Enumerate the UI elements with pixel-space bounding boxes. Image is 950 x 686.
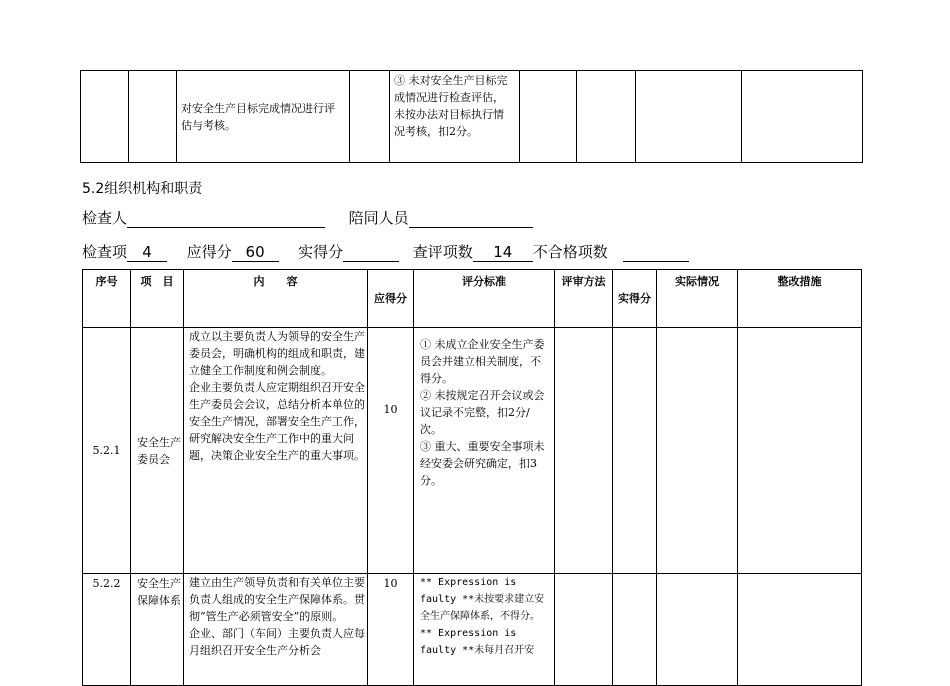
header-item: 项 目 (131, 270, 184, 328)
review-count-label: 查评项数 (412, 243, 473, 261)
situation-cell[interactable] (657, 574, 738, 686)
header-rectify: 整改措施 (738, 270, 862, 328)
header-row (83, 270, 862, 328)
due-score-value: 60 (232, 244, 279, 262)
due-score-label: 应得分 (186, 243, 232, 261)
header-seq: 序号 (83, 270, 131, 328)
check-items-label: 检查项 (82, 243, 128, 261)
actual-score-field[interactable] (343, 244, 399, 262)
header-method: 评审方法 (555, 270, 613, 328)
cell-empty (742, 71, 863, 163)
table-row (83, 328, 862, 574)
header-situation: 实际情况 (657, 270, 738, 328)
summary-line (82, 241, 689, 262)
companion-label: 陪同人员 (348, 209, 409, 227)
companion-field[interactable] (409, 210, 533, 228)
cell-empty (129, 71, 177, 163)
content-cell: 成立以主要负责人为领导的安全生产委员会，明确机构的组成和职责，建立健全工作制度和例会制度。 企业主要负责人应定期组织召开安全生产委员会会议，总结分析本单位的安全生产情况，部署安全生产工作，研究解决安全生产工作中的重大问题，决策企业安全生产的重大事项。 (184, 328, 368, 574)
content-cell: 对安全生产目标完成情况进行评估与考核。 (177, 71, 350, 163)
item-cell: 安全生产委员会 (131, 328, 184, 574)
score-cell: 10 (368, 574, 414, 686)
inspector-label: 检查人 (82, 209, 128, 227)
seq-cell: 5.2.1 (83, 328, 131, 574)
cell-empty (577, 71, 636, 163)
check-items-value: 4 (127, 244, 167, 262)
table-row (83, 574, 862, 686)
inspector-line (82, 207, 533, 228)
content-cell: 建立由生产领导负责和有关单位主要负责人组成的安全生产保障体系。贯彻“管生产必须管安全”的原则。 企业、部门（车间）主要负责人应每月组织召开安全生产分析会 (184, 574, 368, 686)
section-title: 5.2组织机构和职责 (82, 181, 203, 197)
cell-empty (81, 71, 129, 163)
previous-section-table (80, 70, 863, 163)
inspector-field[interactable] (127, 210, 325, 228)
cell-empty (520, 71, 577, 163)
review-count-value: 14 (473, 244, 533, 262)
rectify-cell[interactable] (738, 574, 862, 686)
situation-cell[interactable] (657, 328, 738, 574)
header-content: 内 容 (184, 270, 368, 328)
score-cell: 10 (368, 328, 414, 574)
header-actual-score: 实得分 (613, 270, 657, 328)
method-cell[interactable] (555, 574, 613, 686)
actual-score-cell[interactable] (613, 328, 657, 574)
cell-empty (350, 71, 390, 163)
actual-score-label: 实得分 (298, 243, 344, 261)
criteria-cell: ③ 未对安全生产目标完成情况进行检查评估，未按办法对目标执行情况考核，扣2分。 (390, 71, 520, 163)
assessment-table (82, 269, 862, 686)
nonconform-field[interactable] (623, 244, 689, 262)
rectify-cell[interactable] (738, 328, 862, 574)
actual-score-cell[interactable] (613, 574, 657, 686)
cell-empty (636, 71, 742, 163)
criteria-cell: ① 未成立企业安全生产委员会并建立相关制度，不得分。 ② 未按规定召开会议或会议记录不完整，扣2分/次。 ③ 重大、重要安全事项未经安委会研究确定，扣3分。 (414, 328, 555, 574)
table-row (81, 71, 863, 163)
nonconform-label: 不合格项数 (532, 243, 608, 261)
method-cell[interactable] (555, 328, 613, 574)
header-due-score: 应得分 (368, 270, 414, 328)
criteria-cell: ** Expression is faulty **未按要求建立安全生产保障体系，不得分。 ** Expression is faulty **未每月召开安 (414, 574, 555, 686)
seq-cell: 5.2.2 (83, 574, 131, 686)
header-criteria: 评分标准 (414, 270, 555, 328)
item-cell: 安全生产保障体系 (131, 574, 184, 686)
